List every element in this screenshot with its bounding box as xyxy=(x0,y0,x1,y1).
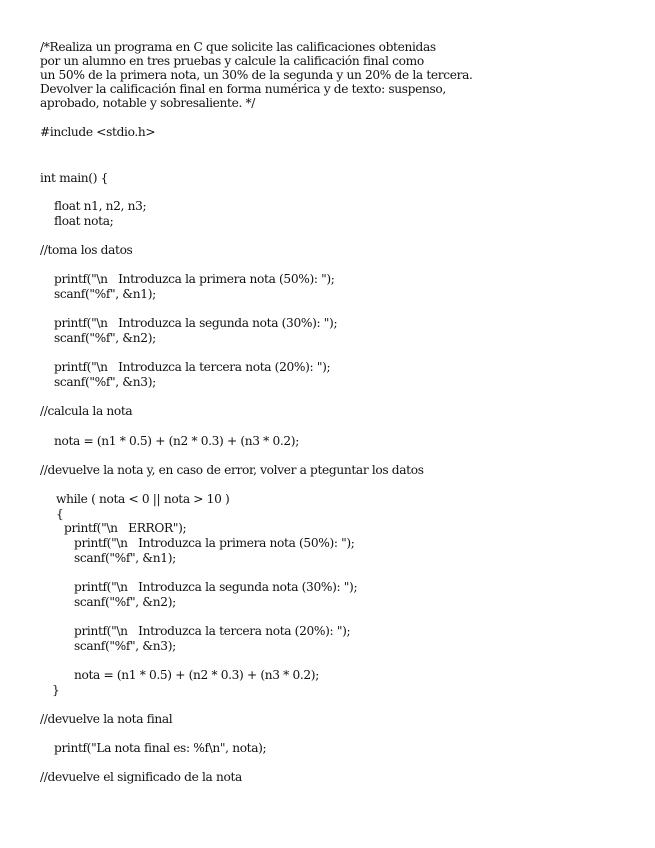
comment-line: un 50% de la primera nota, un 30% de la segunda y un 20% de la tercera. xyxy=(40,68,473,82)
code-line: float n1, n2, n3; xyxy=(54,199,147,213)
comment-line: //toma los datos xyxy=(40,243,133,257)
comment-line: //devuelve la nota y, en caso de error, volver a pteguntar los datos xyxy=(40,463,424,477)
code-line: scanf("%f", &n3); xyxy=(74,639,176,653)
code-line: printf("\n Introduzca la segunda nota (30%): "); xyxy=(54,316,338,330)
code-line: int main() { xyxy=(40,171,109,185)
code-line: printf("\n Introduzca la primera nota (50%): "); xyxy=(74,536,355,550)
comment-line: aprobado, notable y sobresaliente. */ xyxy=(40,96,256,110)
code-line: scanf("%f", &n1); xyxy=(74,551,176,565)
comment-line: Devolver la calificación final en forma numérica y de texto: suspenso, xyxy=(40,82,446,96)
comment-line: //calcula la nota xyxy=(40,404,133,418)
comment-line: /*Realiza un programa en C que solicite las calificaciones obtenidas xyxy=(40,40,436,54)
code-line: scanf("%f", &n2); xyxy=(54,331,156,345)
code-line: nota = (n1 * 0.5) + (n2 * 0.3) + (n3 * 0.2); xyxy=(54,434,299,448)
code-line: printf("La nota final es: %f\n", nota); xyxy=(54,741,267,755)
code-line: printf("\n ERROR"); xyxy=(64,521,187,535)
code-line: printf("\n Introduzca la primera nota (50%): "); xyxy=(54,272,335,286)
comment-line: por un alumno en tres pruebas y calcule la calificación final como xyxy=(40,54,424,68)
code-line: while ( nota < 0 || nota > 10 ) xyxy=(56,492,230,506)
comment-line: //devuelve el significado de la nota xyxy=(40,770,242,784)
code-line: float nota; xyxy=(54,214,114,228)
comment-line: //devuelve la nota final xyxy=(40,712,173,726)
code-line: printf("\n Introduzca la tercera nota (20%): "); xyxy=(54,360,331,374)
code-line: scanf("%f", &n2); xyxy=(74,595,176,609)
code-line: } xyxy=(52,683,60,697)
code-line: printf("\n Introduzca la segunda nota (30%): "); xyxy=(74,580,358,594)
code-line: printf("\n Introduzca la tercera nota (20%): "); xyxy=(74,624,351,638)
code-line: nota = (n1 * 0.5) + (n2 * 0.3) + (n3 * 0.2); xyxy=(74,668,319,682)
include-line: #include <stdio.h> xyxy=(40,125,156,139)
code-line: scanf("%f", &n3); xyxy=(54,375,156,389)
code-line: { xyxy=(56,507,64,521)
code-line: scanf("%f", &n1); xyxy=(54,287,156,301)
